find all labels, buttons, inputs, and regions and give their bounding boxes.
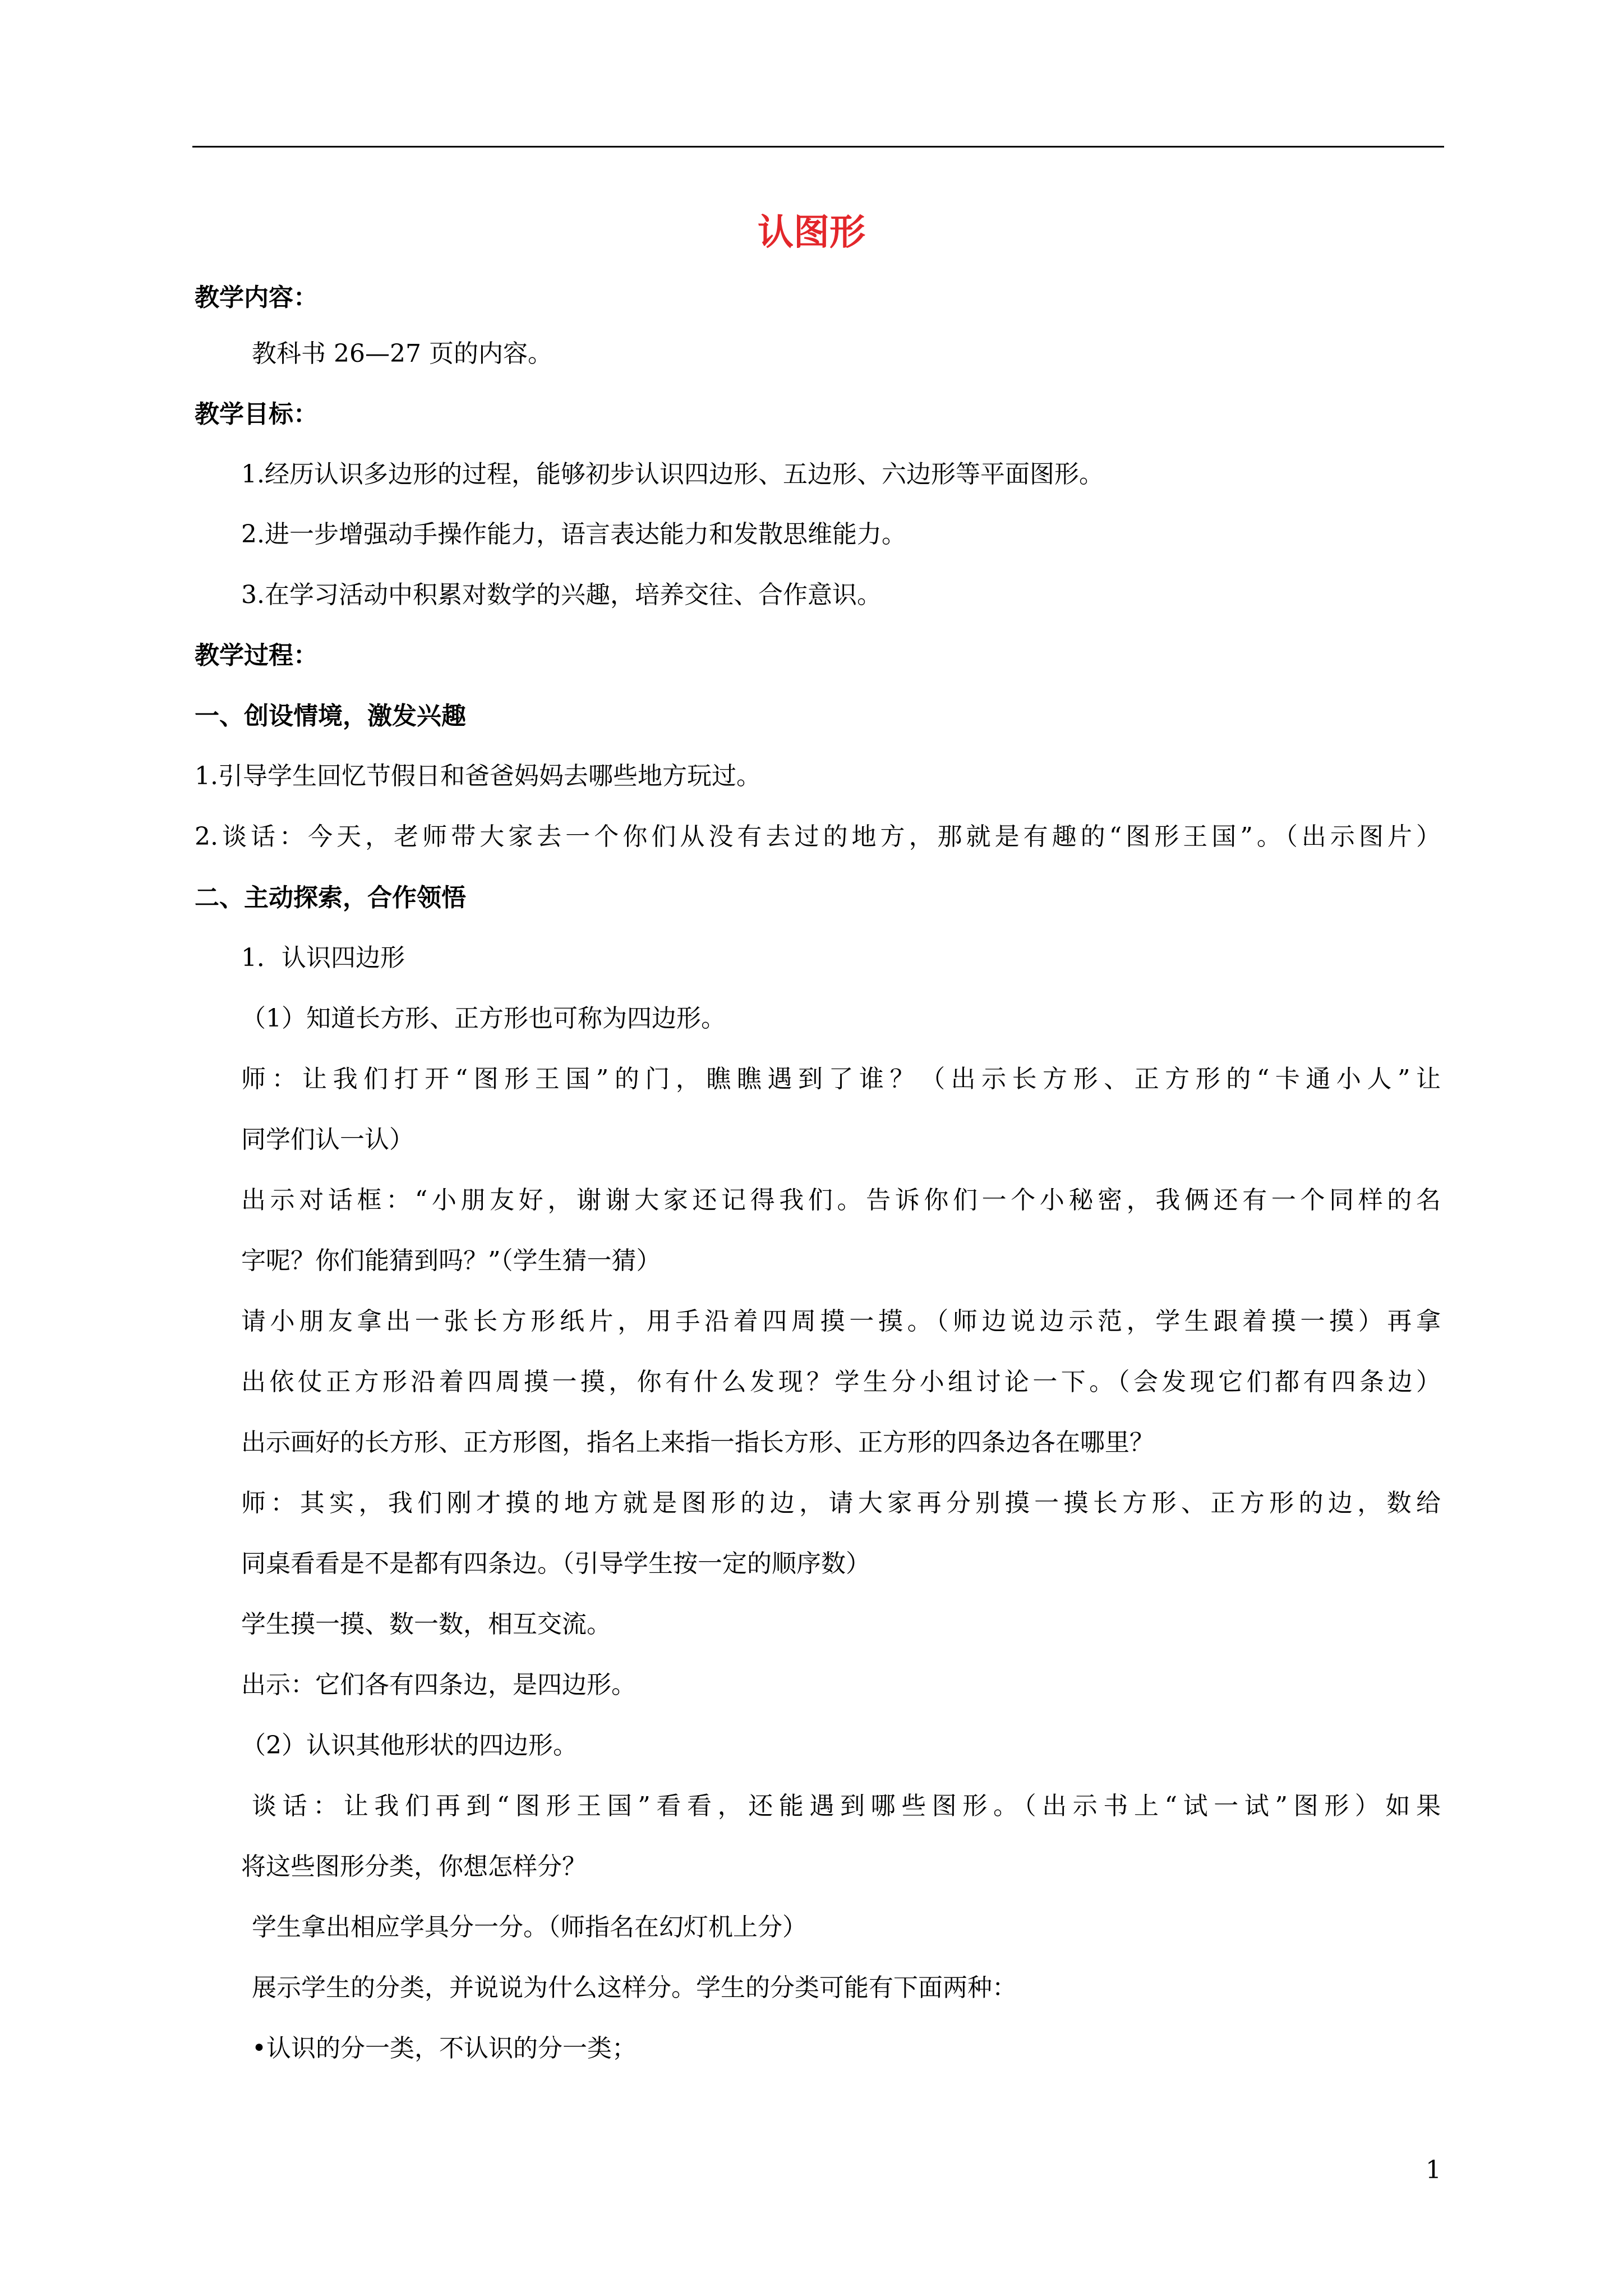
section-heading-goals: 教学目标：: [195, 400, 318, 429]
paragraph-line: 学生拿出相应学具分一分。（师指名在幻灯机上分）: [252, 1913, 807, 1941]
paragraph-line: 2.谈话：今天，老师带大家去一个你们从没有去过的地方，那就是有趣的“图形王国”。（出示图片）: [195, 822, 1441, 851]
paragraph-line: 出示画好的长方形、正方形图，指名上来指一指长方形、正方形的四条边各在哪里？: [241, 1428, 1154, 1457]
paragraph-line: 1．认识四边形: [241, 944, 405, 972]
paragraph-line: 谈话：让我们再到“图形王国”看看，还能遇到哪些图形。（出示书上“试一试”图形）如果: [252, 1792, 1441, 1820]
paragraph-line: 字呢？你们能猜到吗？”（学生猜一猜）: [241, 1246, 661, 1275]
paragraph-line: 学生摸一摸、数一数，相互交流。: [241, 1610, 611, 1639]
paragraph-line: 出示：它们各有四条边，是四边形。: [241, 1671, 636, 1699]
bullet-item: •认识的分一类，不认识的分一类；: [252, 2034, 637, 2063]
paragraph-line: 将这些图形分类，你想怎样分？: [241, 1852, 587, 1881]
paragraph-line: 2.进一步增强动手操作能力，语言表达能力和发散思维能力。: [241, 520, 906, 549]
paragraph-line: 师：让我们打开“图形王国”的门，瞧瞧遇到了谁？（出示长方形、正方形的“卡通小人”让: [241, 1065, 1441, 1093]
page-number: 1: [1426, 2156, 1441, 2184]
paragraph-line: （2）认识其他形状的四边形。: [241, 1731, 578, 1760]
header-rule: [192, 146, 1444, 148]
section-heading-process: 教学过程：: [195, 641, 318, 670]
paragraph-line: 3.在学习活动中积累对数学的兴趣，培养交往、合作意识。: [241, 581, 882, 609]
paragraph-line: 同桌看看是不是都有四条边。（引导学生按一定的顺序数）: [241, 1549, 870, 1578]
paragraph-line: 同学们认一认）: [241, 1125, 414, 1154]
paragraph-line: 出示对话框：“小朋友好，谢谢大家还记得我们。告诉你们一个小秘密，我俩还有一个同样的名: [241, 1186, 1441, 1214]
document-title: 认图形: [758, 211, 865, 254]
subsection-heading: 二、主动探索，合作领悟: [195, 884, 466, 912]
paragraph-line: 展示学生的分类，并说说为什么这样分。学生的分类可能有下面两种：: [252, 1973, 1017, 2002]
paragraph-line: 出依仗正方形沿着四周摸一摸，你有什么发现？学生分小组讨论一下。（会发现它们都有四条边）: [241, 1368, 1441, 1396]
paragraph-line: 教科书 26—27 页的内容。: [252, 339, 552, 368]
paragraph-line: 师：其实，我们刚才摸的地方就是图形的边，请大家再分别摸一摸长方形、正方形的边，数给: [241, 1489, 1441, 1517]
paragraph-line: 请小朋友拿出一张长方形纸片，用手沿着四周摸一摸。（师边说边示范，学生跟着摸一摸）再拿: [241, 1307, 1441, 1336]
paragraph-line: 1.引导学生回忆节假日和爸爸妈妈去哪些地方玩过。: [195, 762, 761, 790]
paragraph-line: （1）知道长方形、正方形也可称为四边形。: [241, 1004, 726, 1033]
subsection-heading: 一、创设情境，激发兴趣: [195, 702, 466, 730]
section-heading-content: 教学内容：: [195, 283, 318, 312]
paragraph-line: 1.经历认识多边形的过程，能够初步认识四边形、五边形、六边形等平面图形。: [241, 460, 1104, 489]
